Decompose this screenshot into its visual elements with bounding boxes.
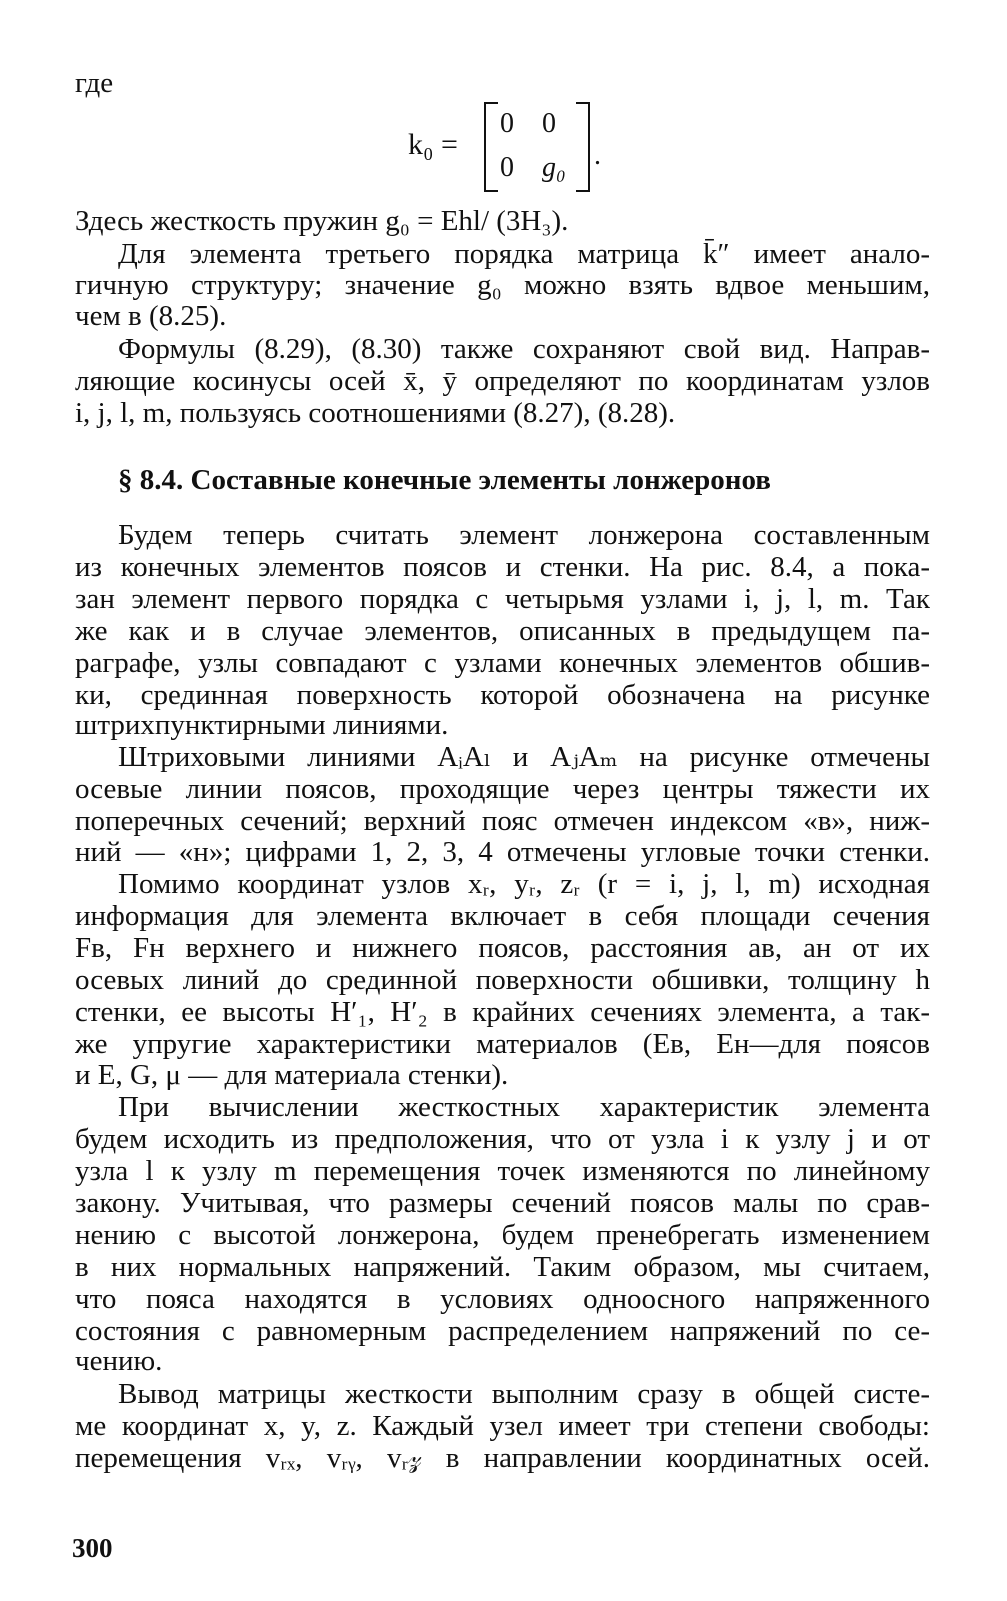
text-line: в них нормальных напряжений. Таким образом, мы считаем, (75, 1251, 930, 1283)
text-line: Формулы (8.29), (8.30) также сохраняют свой вид. Направ- (118, 333, 930, 365)
text-line: чем в (8.25). (75, 300, 227, 332)
text-line: Штриховыми линиями AᵢAₗ и AⱼAₘ на рисунке отмечены (118, 741, 930, 773)
text-line: информация для элемента включает в себя площади сечения (75, 900, 930, 932)
text-line: ме координат x, y, z. Каждый узел имеет три степени свободы: (75, 1410, 930, 1442)
matrix-period: . (594, 140, 601, 171)
text-line: чению. (75, 1345, 163, 1377)
text-line: Вывод матрицы жесткости выполним сразу в общей систе- (118, 1378, 930, 1410)
text-line: и E, G, μ — для материала стенки). (75, 1059, 509, 1091)
text-line: i, j, l, m, пользуясь соотношениями (8.27), (8.28). (75, 397, 676, 429)
matrix-cell: 0 (500, 108, 514, 139)
text-line: Будем теперь считать элемент лонжерона составленным (118, 519, 930, 551)
text-line: нению с высотой лонжерона, будем пренебрегать изменением (75, 1219, 930, 1251)
text-line: что пояса находятся в условиях одноосного напряженного (75, 1283, 930, 1315)
text-line: осевые линии поясов, проходящие через центры тяжести их (75, 773, 930, 805)
text-line: из конечных элементов поясов и стенки. На рис. 8.4, а пока- (75, 551, 930, 583)
text-line: При вычислении жесткостных характеристик элемента (118, 1091, 930, 1123)
header-word: где (75, 67, 114, 99)
text-line: Помимо координат узлов xᵣ, yᵣ, zᵣ (r = i, j, l, m) исходная (118, 868, 930, 900)
matrix-cell: 0 (542, 108, 556, 139)
text-line: закону. Учитывая, что размеры сечений поясов малы по срав- (75, 1187, 930, 1219)
matrix-left-bracket (484, 102, 498, 192)
text-line: гичную структуру; значение g₀ можно взять вдвое меньшим, (75, 269, 930, 301)
text-line: состояния с равномерным распределением напряжений по се- (75, 1315, 930, 1347)
text-line: перемещения vᵣₓ, vᵣᵧ, vᵣ𝓏 в направлении координатных осей. (75, 1442, 930, 1474)
text-line: узла l к узлу m перемещения точек изменяются по линейному (75, 1155, 930, 1187)
text-line: будем исходить из предположения, что от узла i к узлу j и от (75, 1123, 930, 1155)
matrix-cell: g₀ (542, 152, 566, 183)
text-line: поперечных сечений; верхний пояс отмечен индексом «в», ниж- (75, 805, 930, 837)
stiffness-matrix (408, 100, 608, 196)
text-line: осевых линий до срединной поверхности обшивки, толщину h (75, 964, 930, 996)
text-line: Fв, Fн верхнего и нижнего поясов, расстояния aв, aн от их (75, 932, 930, 964)
matrix-right-bracket (576, 102, 590, 192)
text-line: стенки, ее высоты H′₁, H′₂ в крайних сечениях элемента, а так- (75, 996, 930, 1028)
text-line: Здесь жесткость пружин g₀ = Ehl/ (3H₃). (75, 205, 569, 237)
text-line: ки, срединная поверхность которой обозначена на рисунке (75, 679, 930, 711)
page-number: 300 (72, 1533, 113, 1563)
text-line: же упругие характеристики материалов (Eв, Eн—для поясов (75, 1028, 930, 1060)
text-line: раграфе, узлы совпадают с узлами конечных элементов обшив- (75, 647, 930, 679)
matrix-cell: 0 (500, 152, 514, 183)
matrix-label: k₀ = (408, 128, 458, 161)
text-line: штрихпунктирными линиями. (75, 709, 449, 741)
text-line: ляющие косинусы осей x̄, ȳ определяют по координатам узлов (75, 365, 930, 397)
text-line: ний — «н»; цифрами 1, 2, 3, 4 отмечены угловые точки стенки. (75, 836, 930, 868)
text-line: Для элемента третьего порядка матрица k̄″ имеет анало- (118, 238, 930, 270)
section-heading: § 8.4. Составные конечные элементы лонжеронов (118, 464, 771, 496)
text-line: зан элемент первого порядка с четырьмя узлами i, j, l, m. Так (75, 583, 930, 615)
text-line: же как и в случае элементов, описанных в предыдущем па- (75, 615, 930, 647)
